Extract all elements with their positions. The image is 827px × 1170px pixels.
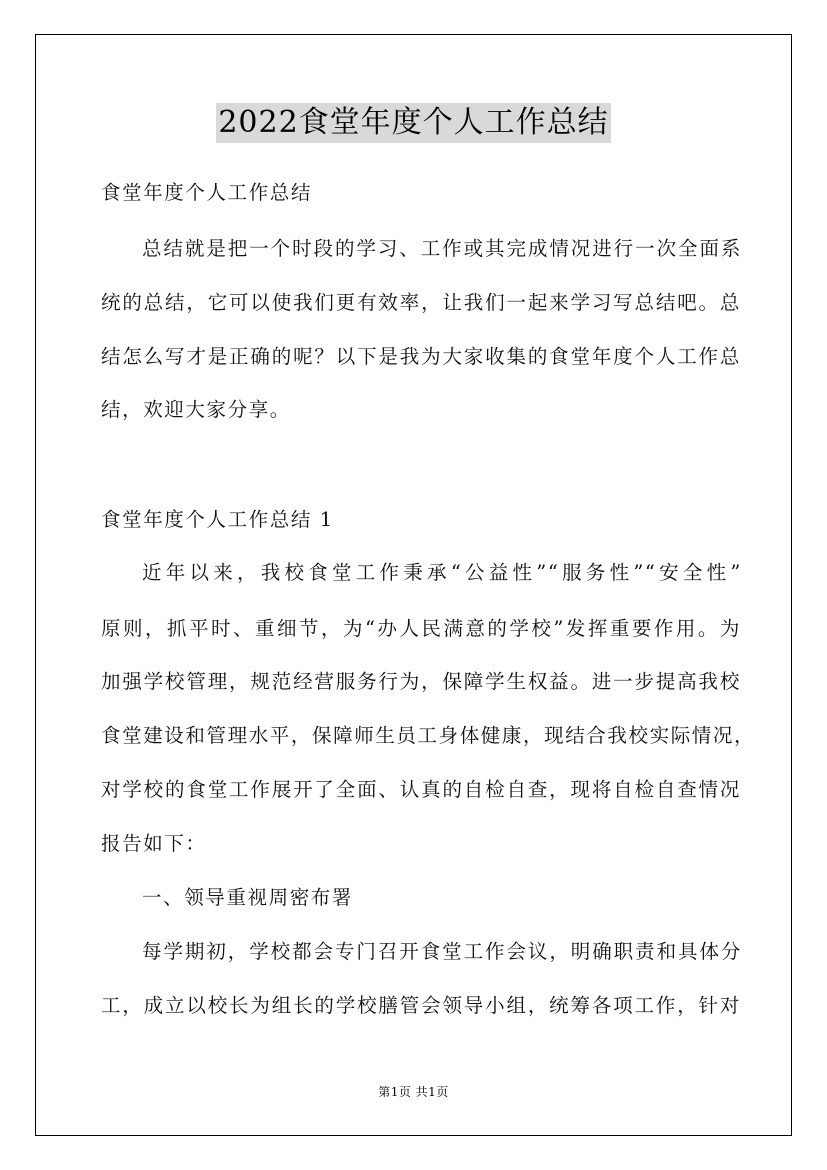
page-footer: 第1页 共1页 [378,1085,449,1099]
title-container [0,103,827,143]
paragraph-line: 对学校的食堂工作展开了全面、认真的自检自查，现将自检自查情况 [101,778,741,801]
paragraph-line: 加强学校管理，规范经营服务行为，保障学生权益。进一步提高我校 [101,670,741,693]
paragraph-line: 食堂建设和管理水平，保障师生员工身体健康，现结合我校实际情况， [101,724,756,747]
paragraph-line: 原则，抓平时、重细节，为“办人民满意的学校”发挥重要作用。为 [101,617,741,640]
section-heading: 食堂年度个人工作总结 1 [101,508,334,531]
paragraph-line: 结怎么写才是正确的呢？以下是我为大家收集的食堂年度个人工作总 [101,345,741,368]
document-title: 2022食堂年度个人工作总结 [216,103,610,143]
paragraph-line: 总结就是把一个时段的学习、工作或其完成情况进行一次全面系 [142,237,742,260]
subsection-heading: 一、领导重视周密布署 [142,886,354,909]
paragraph-line: 每学期初，学校都会专门召开食堂工作会议，明确职责和具体分 [142,940,742,963]
subtitle-line: 食堂年度个人工作总结 [101,181,313,204]
paragraph-line: 结，欢迎大家分享。 [101,398,291,421]
paragraph-line: 近年以来，我校食堂工作秉承“公益性”“服务性”“安全性” [142,561,742,584]
paragraph-line: 统的总结，它可以使我们更有效率，让我们一起来学习写总结吧。总 [101,291,741,314]
paragraph-line: 报告如下： [101,832,207,855]
paragraph-line: 工，成立以校长为组长的学校膳管会领导小组，统筹各项工作，针对 [101,994,741,1017]
